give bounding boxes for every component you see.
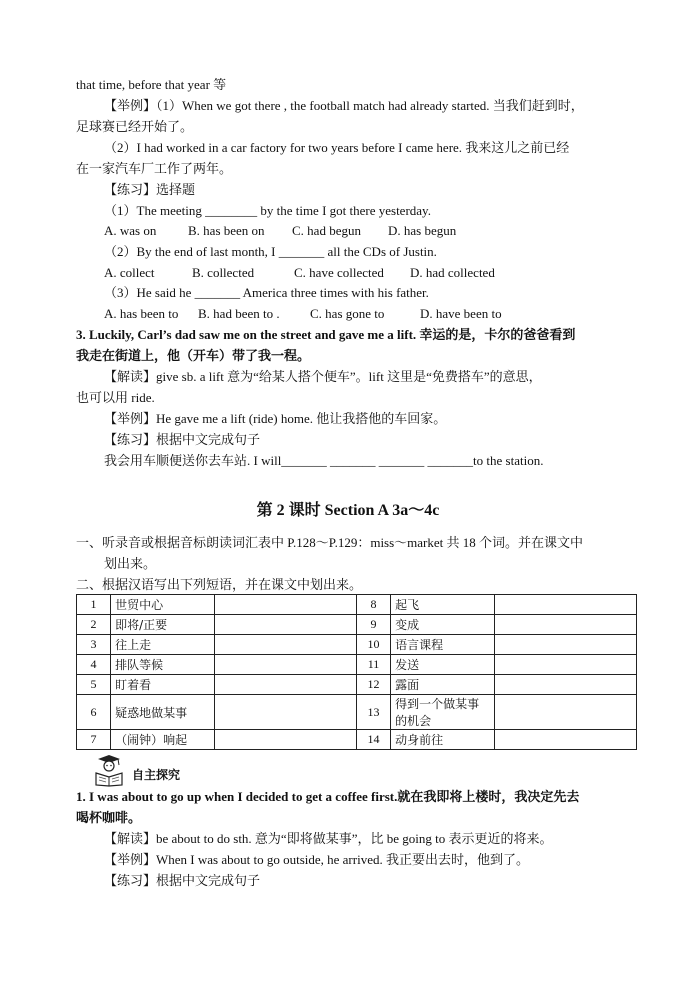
chinese-phrase: 往上走 [111,635,215,655]
row-number: 1 [77,595,111,615]
task-line: 划出来。 [104,556,157,571]
answer-cell[interactable] [495,615,637,635]
table-row [77,675,637,695]
row-number: 12 [356,675,390,695]
chinese-phrase: 起飞 [391,595,495,615]
answer-cell[interactable] [495,675,637,695]
answer-cell[interactable] [215,730,357,750]
task-line: 一、听录音或根据音标朗读词汇表中 P.128～P.129：miss～market 共 18 个词。并在课文中 [76,535,584,550]
answer-cell[interactable] [215,675,357,695]
section-label: 自主探究 [132,768,181,782]
option: A. collect [104,265,155,280]
text-line: 足球赛已经开始了。 [76,119,194,134]
chinese-phrase: （闹钟）响起 [111,730,215,750]
lesson-title: 第 2 课时 Section A 3a～4c [256,502,440,519]
option: C. has gone to [310,306,385,321]
answer-cell[interactable] [215,595,357,615]
table-row [77,655,637,675]
question: （3）He said he _______ America three times with his father. [104,285,429,300]
chinese-phrase: 世贸中心 [111,595,215,615]
answer-cell[interactable] [215,635,357,655]
exercise-heading: 【练习】根据中文完成句子 [104,432,261,447]
table-row [77,595,637,615]
explanation: 也可以用 ride. [76,390,155,405]
answer-cell[interactable] [495,695,637,730]
answer-cell[interactable] [495,730,637,750]
text-line: that time, before that year 等 [76,77,227,92]
explanation: 【解读】be about to do sth. 意为“即将做某事”，比 be going to 表示更近的将来。 [104,831,553,846]
phrase-table [76,594,637,750]
explanation: 【解读】give sb. a lift 意为“给某人搭个便车”。lift 这里是“免费搭车”的意思， [104,369,542,384]
question: （2）By the end of last month, I _______ all the CDs of Justin. [104,244,437,259]
option: D. had collected [410,265,495,280]
table-row [77,635,637,655]
option: B. has been on [188,223,265,238]
answer-cell[interactable] [215,695,357,730]
row-number: 2 [77,615,111,635]
key-sentence: 喝杯咖啡。 [76,810,142,825]
example-line: 【举例】When I was about to go outside, he arrived. 我正要出去时，他到了。 [104,852,529,867]
key-sentence: 1. I was about to go up when I decided to get a coffee first.就在我即将上楼时，我决定先去 [76,789,580,804]
key-sentence: 我走在街道上，他（开车）带了我一程。 [76,348,311,363]
chinese-phrase: 疑惑地做某事 [111,695,215,730]
answer-cell[interactable] [495,595,637,615]
row-number: 10 [356,635,390,655]
chinese-phrase: 露面 [391,675,495,695]
chinese-phrase: 盯着看 [111,675,215,695]
exercise-sentence: 我会用车顺便送你去车站. I will_______ _______ _______ _______to the station. [104,453,544,468]
chinese-phrase: 排队等候 [111,655,215,675]
options-row [104,305,502,323]
table-row [77,695,637,730]
chinese-phrase: 即将/正要 [111,615,215,635]
answer-cell[interactable] [495,635,637,655]
answer-cell[interactable] [215,615,357,635]
option: C. had begun [292,223,361,238]
option: A. was on [104,223,157,238]
option: C. have collected [294,265,384,280]
chinese-phrase: 语言课程 [391,635,495,655]
row-number: 7 [77,730,111,750]
answer-cell[interactable] [215,655,357,675]
chinese-phrase: 发送 [391,655,495,675]
chinese-phrase: 变成 [391,615,495,635]
row-number: 5 [77,675,111,695]
table-row [77,615,637,635]
row-number: 14 [356,730,390,750]
option: B. collected [192,265,255,280]
text-line: 在一家汽车厂工作了两年。 [76,161,233,176]
row-number: 9 [356,615,390,635]
chinese-phrase: 得到一个做某事的机会 [391,695,495,730]
reading-student-icon [92,753,126,787]
row-number: 3 [77,635,111,655]
exercise-heading: 【练习】选择题 [104,182,196,197]
row-number: 4 [77,655,111,675]
row-number: 6 [77,695,111,730]
example-line: 【举例】（1）When we got there , the football match had already started. 当我们赶到时， [104,98,584,113]
option: B. had been to . [198,306,280,321]
option: D. have been to [420,306,502,321]
question: （1）The meeting ________ by the time I got there yesterday. [104,203,431,218]
row-number: 11 [356,655,390,675]
table-row [77,730,637,750]
task-line: 二、根据汉语写出下列短语，并在课文中划出来。 [76,577,363,592]
options-row [104,264,495,282]
option: D. has begun [388,223,457,238]
exercise-heading: 【练习】根据中文完成句子 [104,873,261,888]
key-sentence: 3. Luckily, Carl’s dad saw me on the street and gave me a lift. 幸运的是，卡尔的爸爸看到 [76,327,576,342]
example-line: 【举例】He gave me a lift (ride) home. 他让我搭他的车回家。 [104,411,447,426]
chinese-phrase: 动身前往 [391,730,495,750]
options-row [104,222,456,240]
row-number: 13 [356,695,390,730]
option: A. has been to [104,306,179,321]
answer-cell[interactable] [495,655,637,675]
row-number: 8 [356,595,390,615]
example-line: （2）I had worked in a car factory for two years before I came here. 我来这儿之前已经 [104,140,570,155]
